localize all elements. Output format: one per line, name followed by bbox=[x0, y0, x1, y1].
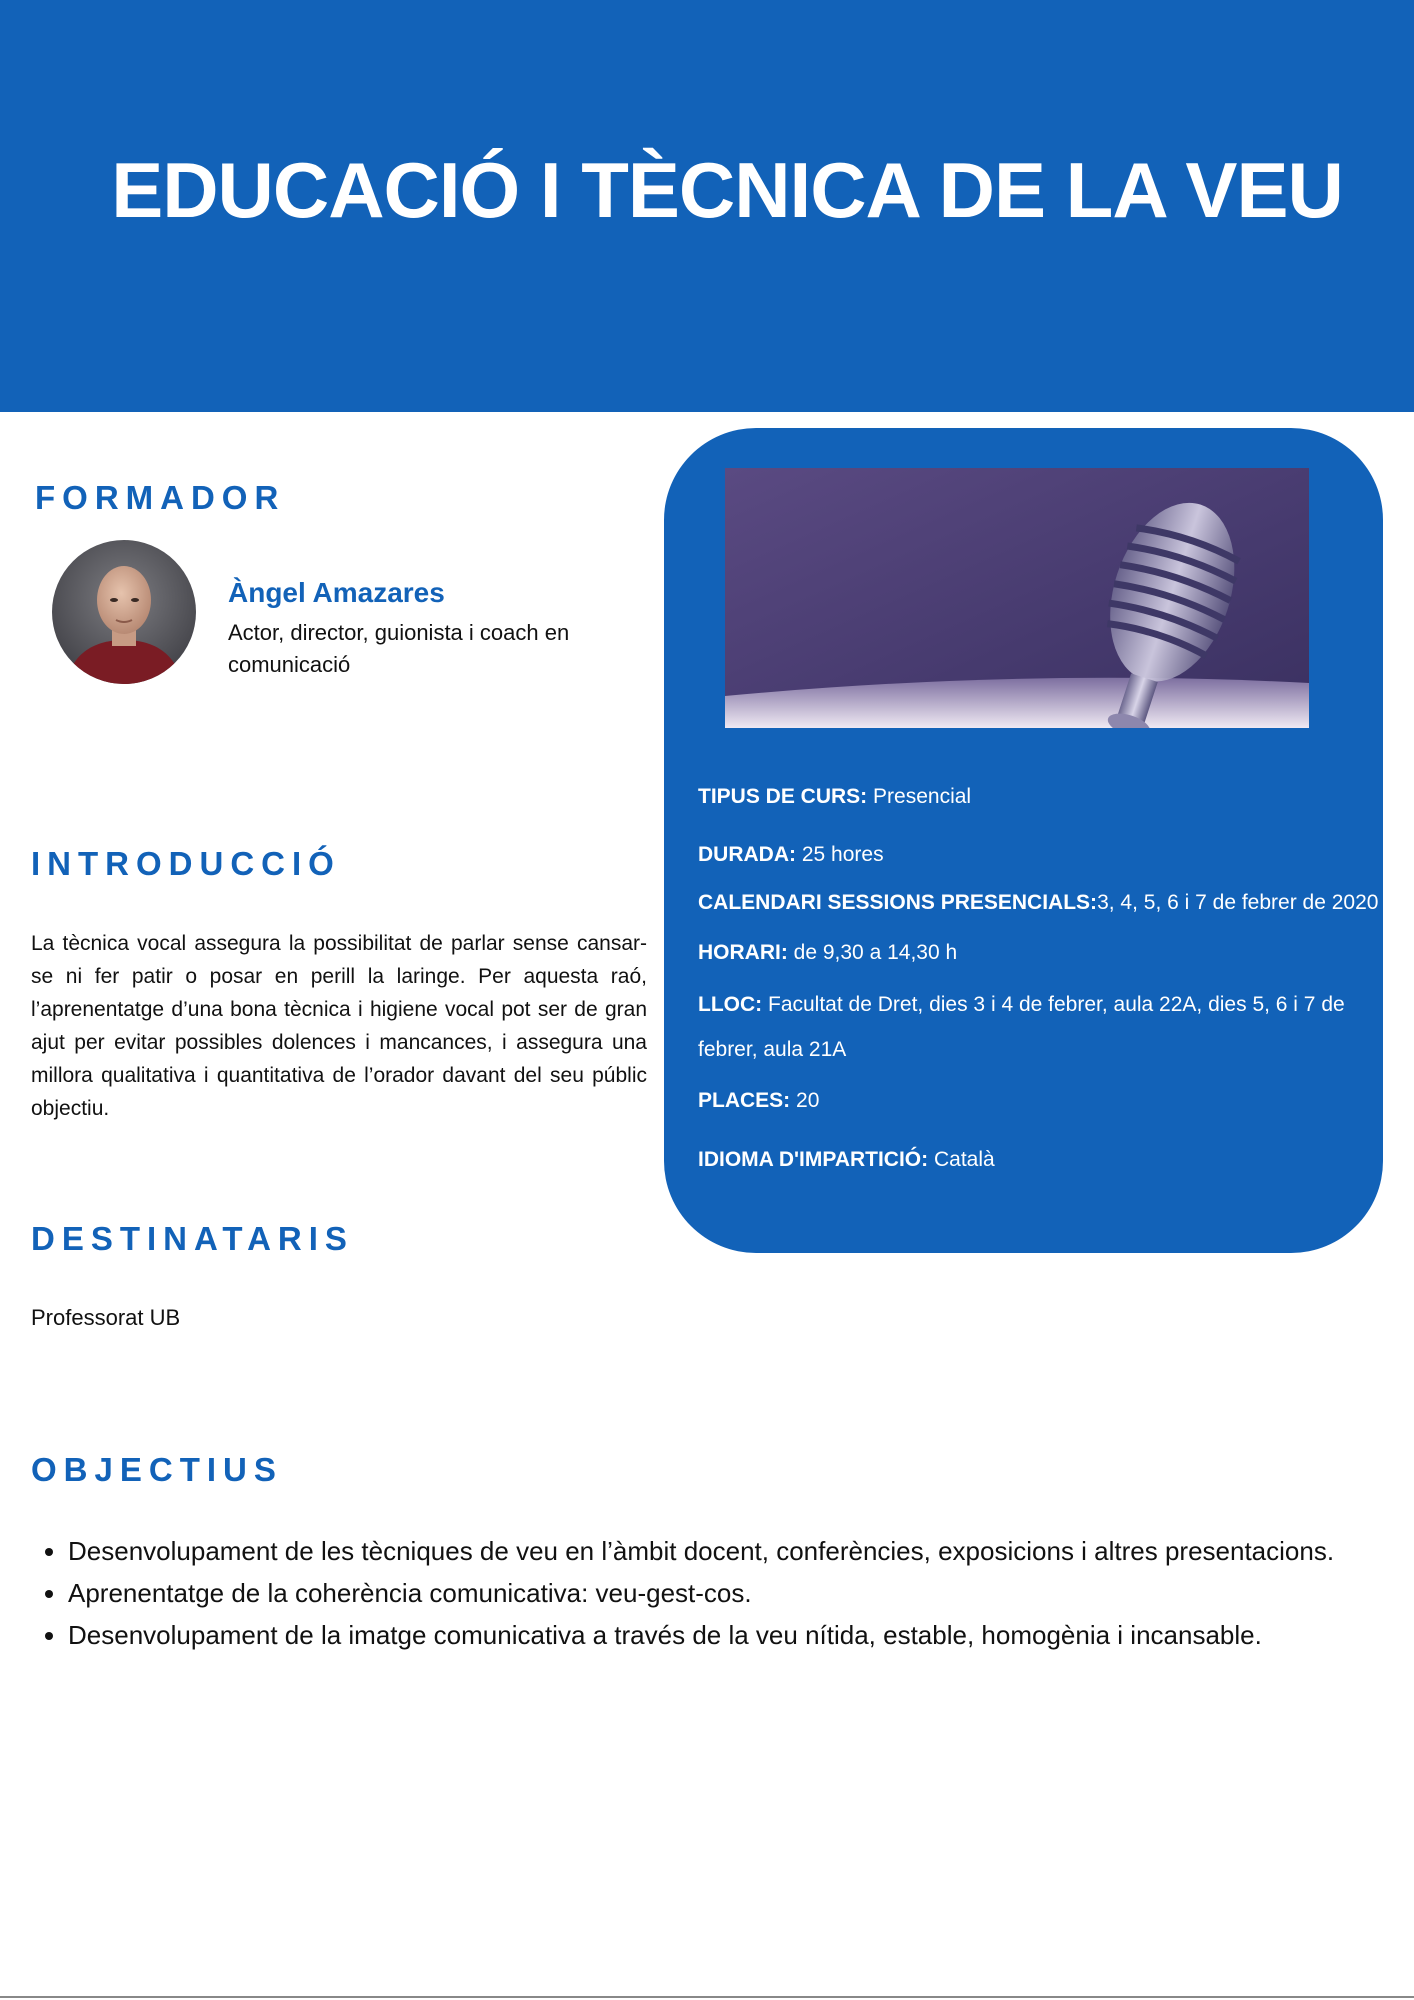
trainer-role: Actor, director, guionista i coach en comunicació bbox=[228, 620, 570, 677]
location-value: Facultat de Dret, dies 3 i 4 de febrer, aula 22A, dies 5, 6 i 7 de febrer, aula 21A bbox=[698, 993, 1345, 1061]
trainer-avatar bbox=[52, 540, 196, 684]
language-value: Català bbox=[933, 1148, 995, 1171]
duration-value: 25 hores bbox=[801, 843, 884, 866]
objectives-list bbox=[31, 1530, 1368, 1656]
course-type-value: Presencial bbox=[873, 785, 972, 808]
calendar-value: 3, 4, 5, 6 i 7 de febrer de 2020 bbox=[1097, 891, 1379, 914]
recipients-text: Professorat UB bbox=[31, 1305, 181, 1330]
location-row bbox=[698, 982, 1368, 1072]
recipients-heading: DESTINATARIS bbox=[31, 1220, 354, 1257]
objective-item: • Desenvolupament de les tècniques de veu en l’àmbit docent, conferències, exposicions i altres presentacions. bbox=[68, 1530, 1368, 1572]
course-type-row bbox=[698, 774, 1368, 819]
places-value: 20 bbox=[796, 1089, 820, 1112]
microphone-image bbox=[725, 468, 1309, 728]
objective-item: • Desenvolupament de la imatge comunicativa a través de la veu nítida, estable, homogènia i incansable. bbox=[68, 1614, 1368, 1656]
page-bottom-divider bbox=[0, 1996, 1414, 1998]
schedule-row bbox=[698, 930, 1368, 975]
trainer-photo-icon bbox=[52, 540, 196, 684]
places-row bbox=[698, 1078, 1368, 1123]
calendar-label: CALENDARI SESSIONS PRESENCIALS: bbox=[698, 891, 1098, 914]
trainer-heading: FORMADOR bbox=[35, 479, 286, 516]
trainer-name: Àngel Amazares bbox=[228, 577, 445, 608]
microphone-photo-icon bbox=[725, 468, 1309, 728]
calendar-row bbox=[698, 880, 1379, 925]
location-label: LLOC: bbox=[698, 993, 763, 1016]
header-banner bbox=[0, 0, 1414, 412]
language-row bbox=[698, 1137, 1368, 1182]
introduction-text: La tècnica vocal assegura la possibilitat de parlar sense cansar-se ni fer patir o posar en perill la laringe. Per aquesta raó, l’aprenentatge d’una bona tècnica i higiene vocal pot ser de gran ajut per evitar possibles dolences i mancances, i assegura una millora qualitativa i quantitativa de l’orador davant del seu públic objectiu. bbox=[31, 932, 647, 1120]
duration-row bbox=[698, 832, 1368, 877]
objective-item: • Aprenentatge de la coherència comunicativa: veu-gest-cos. bbox=[68, 1572, 1368, 1614]
introduction-heading: INTRODUCCIÓ bbox=[31, 845, 341, 882]
objectives-heading: OBJECTIUS bbox=[31, 1451, 283, 1488]
course-type-label: TIPUS DE CURS: bbox=[698, 785, 868, 808]
schedule-label: HORARI: bbox=[698, 941, 788, 964]
duration-label: DURADA: bbox=[698, 843, 796, 866]
language-label: IDIOMA D'IMPARTICIÓ: bbox=[698, 1148, 929, 1171]
page-title: EDUCACIÓ I TÈCNICA DE LA VEU bbox=[111, 146, 1343, 234]
places-label: PLACES: bbox=[698, 1089, 791, 1112]
schedule-value: de 9,30 a 14,30 h bbox=[793, 941, 958, 964]
